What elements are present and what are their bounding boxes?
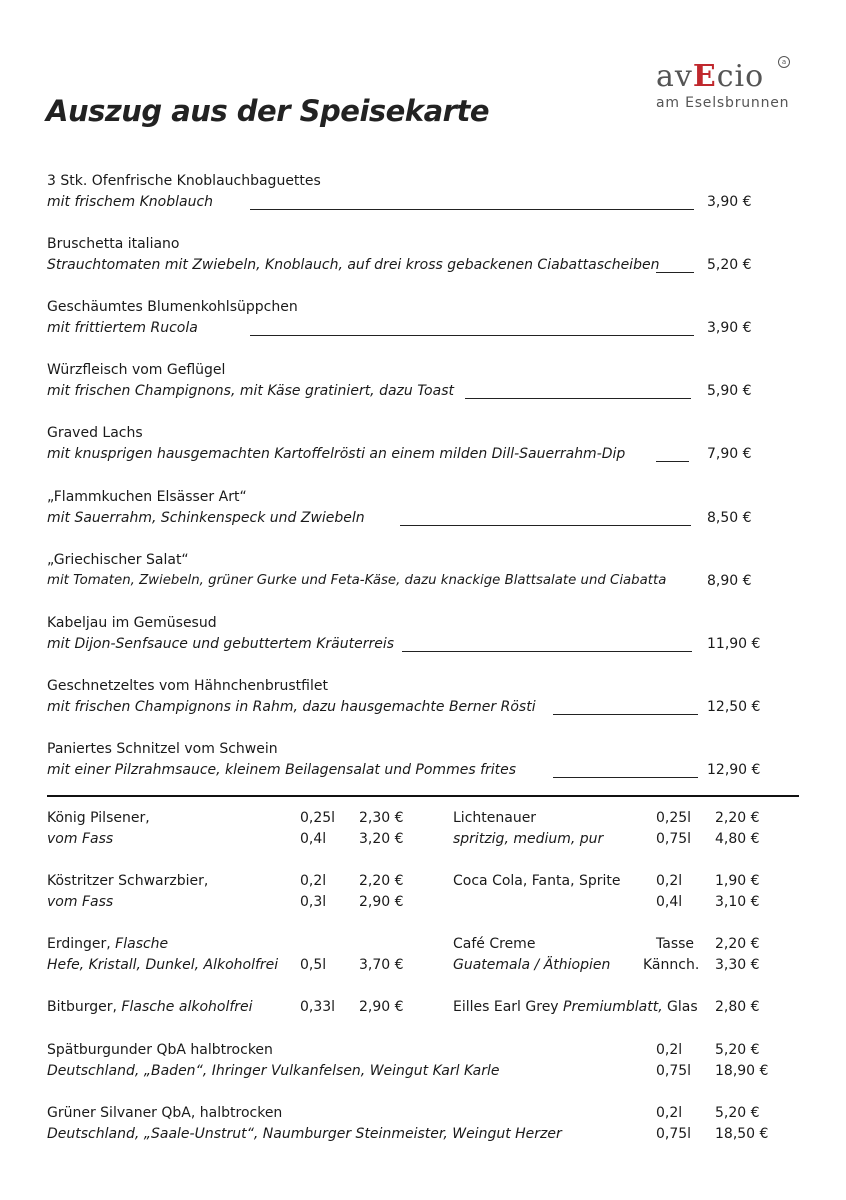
beverage-size: 0,3l: [300, 894, 327, 910]
restaurant-logo: [656, 60, 796, 111]
dish-price: 3,90 €: [707, 194, 752, 210]
beverage-description: Guatemala / Äthiopien: [453, 957, 611, 973]
beverage-price: 3,20 €: [359, 831, 404, 847]
beverage-name: Coca Cola, Fanta, Sprite: [453, 873, 621, 889]
dish-name: 3 Stk. Ofenfrische Knoblauchbaguettes: [47, 173, 321, 189]
beverage-size: 0,4l: [300, 831, 327, 847]
dish-price: 5,90 €: [707, 383, 752, 399]
dotted-leader: [465, 398, 691, 399]
dish-name: Würzfleisch vom Geflügel: [47, 362, 226, 378]
wine-description: Deutschland, „Saale-Unstrut“, Naumburger Steinmeister, Weingut Herzer: [47, 1126, 562, 1142]
beverage-size: 0,33l: [300, 999, 336, 1015]
beverage-price: 2,20 €: [715, 936, 760, 952]
beverage-price: 3,70 €: [359, 957, 404, 973]
beverage-description: vom Fass: [47, 894, 114, 910]
dish-price: 5,20 €: [707, 257, 752, 273]
dotted-leader: [553, 777, 698, 778]
beverage-price: 3,10 €: [715, 894, 760, 910]
beverage-size: Tasse: [656, 936, 695, 952]
dish-price: 12,50 €: [707, 699, 761, 715]
logo-subtitle: am Eselsbrunnen: [656, 95, 790, 111]
page-title: Auszug aus der Speisekarte: [46, 94, 489, 128]
dish-description: mit frittiertem Rucola: [47, 320, 198, 336]
wine-price: 18,90 €: [715, 1063, 769, 1079]
dish-description: mit frischem Knoblauch: [47, 194, 214, 210]
beverage-size: 0,2l: [300, 873, 327, 889]
menu-item: [47, 489, 767, 535]
beverage-price: 2,90 €: [359, 894, 404, 910]
dotted-leader: [656, 461, 689, 462]
wine-name: Spätburgunder QbA halbtrocken: [47, 1042, 273, 1058]
dish-price: 12,90 €: [707, 762, 761, 778]
beverage-size: 0,75l: [656, 831, 692, 847]
beverage-price: 2,30 €: [359, 810, 404, 826]
beverage-name: Bitburger, Flasche alkoholfrei: [47, 999, 253, 1015]
dotted-leader: [553, 714, 698, 715]
dish-price: 3,90 €: [707, 320, 752, 336]
dish-description: mit einer Pilzrahmsauce, kleinem Beilagensalat und Pommes frites: [47, 762, 517, 778]
menu-item: [47, 615, 767, 661]
wine-size: 0,2l: [656, 1105, 683, 1121]
wine-size: 0,75l: [656, 1063, 692, 1079]
dish-name: Bruschetta italiano: [47, 236, 180, 252]
dish-price: 11,90 €: [707, 636, 761, 652]
beverage-size: Kännch.: [643, 957, 700, 973]
beverage-size: 0,2l: [656, 873, 683, 889]
dish-description: Strauchtomaten mit Zwiebeln, Knoblauch, auf drei kross gebackenen Ciabattascheiben: [47, 257, 660, 273]
dish-name: Geschnetzeltes vom Hähnchenbrustfilet: [47, 678, 328, 694]
beverage-description: spritzig, medium, pur: [453, 831, 604, 847]
dish-price: 8,90 €: [707, 573, 752, 589]
beverage-size: 0,4l: [656, 894, 683, 910]
dish-description: mit Tomaten, Zwiebeln, grüner Gurke und Feta-Käse, dazu knackige Blattsalate und Ciabatta: [47, 573, 667, 588]
wine-price: 5,20 €: [715, 1042, 760, 1058]
dish-description: mit frischen Champignons, mit Käse gratiniert, dazu Toast: [47, 383, 454, 399]
menu-item: [47, 552, 767, 598]
beverage-name: Eilles Earl Grey Premiumblatt,: [453, 999, 663, 1015]
beverage-price: 2,20 €: [359, 873, 404, 889]
dotted-leader: [250, 335, 694, 336]
beverage-name: Erdinger, Flasche: [47, 936, 169, 952]
beverage-size: 0,5l: [300, 957, 327, 973]
wine-description: Deutschland, „Baden“, Ihringer Vulkanfelsen, Weingut Karl Karle: [47, 1063, 500, 1079]
dotted-leader: [402, 651, 692, 652]
dotted-leader: [656, 272, 694, 273]
beverage-price: 2,90 €: [359, 999, 404, 1015]
beverage-price: 3,30 €: [715, 957, 760, 973]
beverage-size: 0,25l: [300, 810, 336, 826]
logo-wordmark: avEcio: [656, 59, 765, 94]
beverage-price: 2,20 €: [715, 810, 760, 826]
dish-name: „Griechischer Salat“: [47, 552, 189, 568]
beverage-price: 4,80 €: [715, 831, 760, 847]
beverage-size: Glas: [667, 999, 698, 1015]
dish-name: Kabeljau im Gemüsesud: [47, 615, 217, 631]
dotted-leader: [400, 525, 691, 526]
menu-item: [47, 299, 767, 345]
beverage-price: 1,90 €: [715, 873, 760, 889]
logo-mark-icon: a: [778, 56, 790, 68]
menu-item: [47, 236, 767, 282]
menu-item: [47, 362, 767, 408]
beverage-size: 0,25l: [656, 810, 692, 826]
section-divider: [47, 795, 799, 797]
dish-name: Graved Lachs: [47, 425, 143, 441]
wine-name: Grüner Silvaner QbA, halbtrocken: [47, 1105, 283, 1121]
dish-name: „Flammkuchen Elsässer Art“: [47, 489, 247, 505]
beverage-description: Hefe, Kristall, Dunkel, Alkoholfrei: [47, 957, 279, 973]
beverage-name: Köstritzer Schwarzbier,: [47, 873, 209, 889]
beverage-description: vom Fass: [47, 831, 114, 847]
menu-item: [47, 678, 767, 724]
wine-price: 18,50 €: [715, 1126, 769, 1142]
beverage-name: Café Creme: [453, 936, 536, 952]
beverage-price: 2,80 €: [715, 999, 760, 1015]
wine-size: 0,75l: [656, 1126, 692, 1142]
dish-price: 7,90 €: [707, 446, 752, 462]
dish-description: mit knusprigen hausgemachten Kartoffelrösti an einem milden Dill-Sauerrahm-Dip: [47, 446, 626, 462]
menu-item: [47, 173, 767, 219]
wine-price: 5,20 €: [715, 1105, 760, 1121]
dish-price: 8,50 €: [707, 510, 752, 526]
wine-size: 0,2l: [656, 1042, 683, 1058]
dish-description: mit Dijon-Senfsauce und gebuttertem Kräuterreis: [47, 636, 395, 652]
beverage-name: König Pilsener,: [47, 810, 150, 826]
dish-description: mit frischen Champignons in Rahm, dazu hausgemachte Berner Rösti: [47, 699, 536, 715]
menu-item: [47, 741, 767, 787]
dish-name: Paniertes Schnitzel vom Schwein: [47, 741, 278, 757]
menu-item: [47, 425, 767, 471]
beverage-name: Lichtenauer: [453, 810, 537, 826]
dotted-leader: [250, 209, 694, 210]
dish-name: Geschäumtes Blumenkohlsüppchen: [47, 299, 298, 315]
dish-description: mit Sauerrahm, Schinkenspeck und Zwiebeln: [47, 510, 365, 526]
